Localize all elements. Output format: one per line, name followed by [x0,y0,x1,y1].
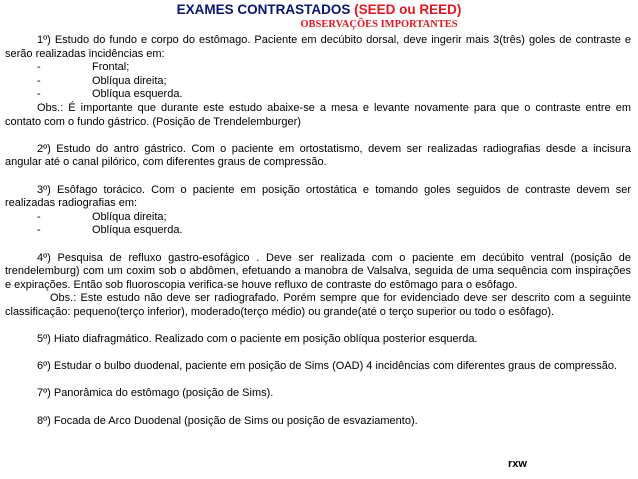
paragraph-6: 6º) Estudar o bulbo duodenal, paciente em posição de Sims (OAD) 4 incidências com diferentes graus de compressão. [37,360,617,373]
list-item [5,75,631,89]
list-item [5,61,631,75]
list-dash: - [37,88,41,101]
document-body [5,34,631,428]
paragraph-5: 5º) Hiato diafragmático. Realizado com o paciente em posição oblíqua posterior esquerda. [37,333,478,346]
spacer [5,170,631,184]
signature-text: rxw [508,458,527,470]
paragraph-8: 8º) Focada de Arco Duodenal (posição de Sims ou posição de esvaziamento). [37,414,418,427]
list-item [5,88,631,102]
spacer [5,401,631,415]
spacer [5,374,631,388]
observation-4: Obs.: Este estudo não deve ser radiografado. Porém sempre que for evidenciado deve ser descrito com a seguinte classificação: pequeno(terço inferior), moderado(terço médio) ou grande(até o terço superior ou todo o esôfago). [5,292,631,318]
section-subtitle: OBSERVAÇÕES IMPORTANTES [300,19,458,30]
list-dash: - [37,61,41,74]
paragraph-4: 4º) Pesquisa de refluxo gastro-esofágico . Deve ser realizada com o paciente em decúbito ventral (posição de trendelemburg) com um coxim sob o abdômen, efetuando a manobra de Valsalva, seguida de uma sequência com inspirações e expirações. Então sob fluoroscopia verifica-se houve refluxo de contraste do estômago para o esôfago. [5,251,631,291]
spacer [5,129,631,143]
list-item-text: Oblíqua esquerda. [92,88,183,101]
paragraph-2: 2º) Estudo do antro gástrico. Com o paciente em ortostatismo, devem ser realizadas radiografias desde a incisura angular até o canal pilórico, com diferentes graus de compressão. [5,142,631,169]
list-item-text: Oblíqua esquerda. [92,224,183,237]
page-title [0,2,638,17]
list-item-text: Oblíqua direita; [92,74,167,87]
spacer [5,319,631,333]
list-dash: - [37,224,41,237]
list-dash: - [37,74,41,87]
list-item-text: Frontal; [92,61,130,74]
paragraph-1: 1º) Estudo do fundo e corpo do estômago. Paciente em decúbito dorsal, deve ingerir mais 3(três) goles de contraste e serão realizadas incidências em: [5,34,631,60]
observation-1: Obs.: É importante que durante este estudo abaixe-se a mesa e levante novamente para que o contraste entre em contato com o fundo gástrico. (Posição de Trendelemburger) [5,101,631,128]
paragraph-3: 3º) Esôfago torácico. Com o paciente em posição ortostática e tomando goles seguidos de contraste devem ser realizadas radiografias em: [5,183,631,210]
list-item [5,224,631,238]
title-main: EXAMES CONTRASTADOS [176,2,355,17]
title-accent: (SEED ou REED) [354,2,462,17]
list-dash: - [37,210,41,223]
paragraph-7: 7º) Panorâmica do estômago (posição de Sims). [37,387,274,400]
spacer [5,347,631,361]
spacer [5,238,631,252]
list-item [5,211,631,225]
list-item-text: Oblíqua direita; [92,210,167,223]
